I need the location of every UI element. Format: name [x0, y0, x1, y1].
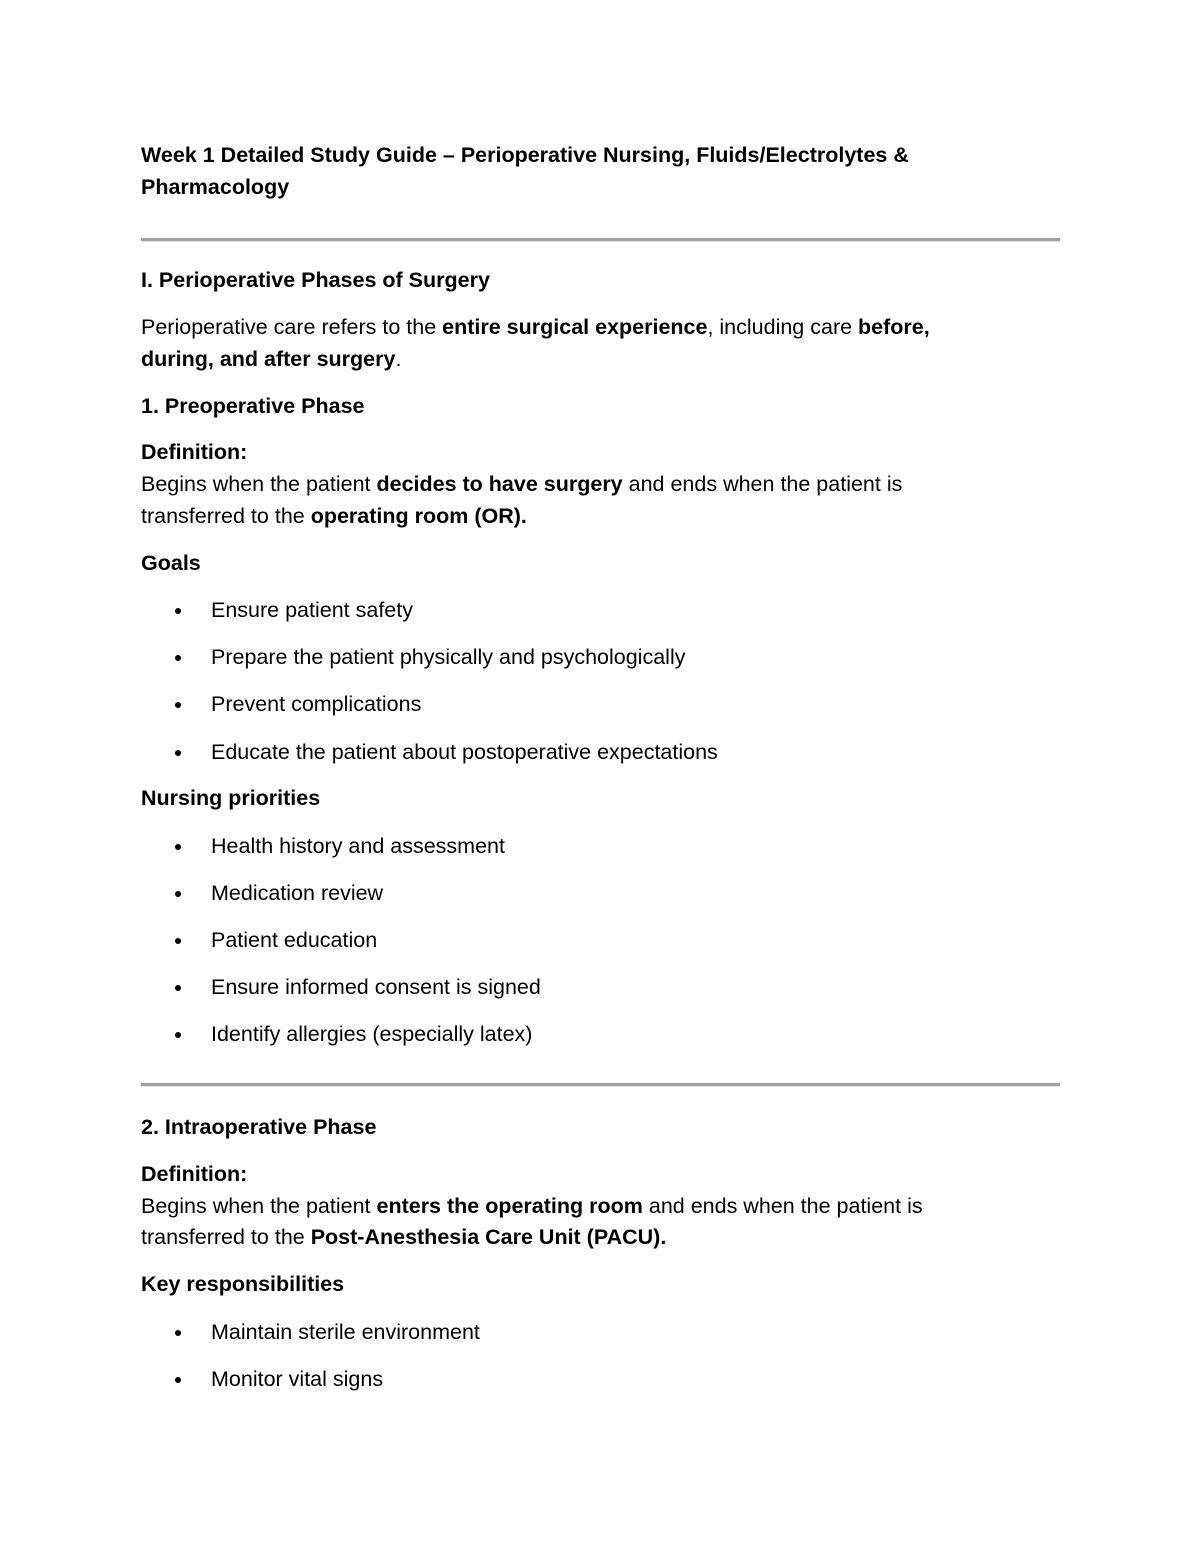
- responsibility-item: Maintain sterile environment: [211, 1320, 480, 1344]
- bullet-icon: [175, 938, 181, 944]
- intraoperative-definition-line-2: transferred to the Post-Anesthesia Care Unit (PACU).: [141, 1225, 667, 1249]
- goal-item: Prepare the patient physically and psychologically: [211, 645, 686, 669]
- intraoperative-definition-label: Definition:: [141, 1162, 248, 1186]
- document-title-line-1: Week 1 Detailed Study Guide – Perioperative Nursing, Fluids/Electrolytes &: [141, 143, 909, 167]
- intraoperative-definition-line-1: Begins when the patient enters the operating room and ends when the patient is: [141, 1194, 923, 1218]
- bullet-icon: [175, 655, 181, 661]
- intro-paragraph-line-1: Perioperative care refers to the entire surgical experience, including care before,: [141, 315, 930, 339]
- preoperative-definition-line-1: Begins when the patient decides to have surgery and ends when the patient is: [141, 472, 903, 496]
- preoperative-definition-line-2: transferred to the operating room (OR).: [141, 504, 527, 528]
- document-title-line-2: Pharmacology: [141, 175, 290, 199]
- preoperative-definition-label: Definition:: [141, 440, 248, 464]
- horizontal-divider: [141, 1083, 1060, 1087]
- goal-item: Ensure patient safety: [211, 598, 413, 622]
- bullet-icon: [175, 1330, 181, 1336]
- bullet-icon: [175, 1032, 181, 1038]
- priority-item: Identify allergies (especially latex): [211, 1022, 533, 1046]
- priority-item: Patient education: [211, 928, 378, 952]
- priority-item: Ensure informed consent is signed: [211, 975, 541, 999]
- bullet-icon: [175, 608, 181, 614]
- intro-paragraph-line-2: during, and after surgery.: [141, 347, 402, 371]
- bullet-icon: [175, 891, 181, 897]
- bullet-icon: [175, 1377, 181, 1383]
- nursing-priorities-heading: Nursing priorities: [141, 786, 321, 810]
- goal-item: Educate the patient about postoperative expectations: [211, 740, 718, 764]
- section-heading: I. Perioperative Phases of Surgery: [141, 268, 490, 292]
- goals-heading: Goals: [141, 551, 201, 575]
- key-responsibilities-heading: Key responsibilities: [141, 1272, 345, 1296]
- preoperative-heading: 1. Preoperative Phase: [141, 394, 365, 418]
- intraoperative-heading: 2. Intraoperative Phase: [141, 1115, 377, 1139]
- priority-item: Medication review: [211, 881, 384, 905]
- responsibility-item: Monitor vital signs: [211, 1367, 384, 1391]
- bullet-icon: [175, 750, 181, 756]
- bullet-icon: [175, 985, 181, 991]
- horizontal-divider: [141, 238, 1060, 242]
- priority-item: Health history and assessment: [211, 834, 505, 858]
- bullet-icon: [175, 844, 181, 850]
- bullet-icon: [175, 702, 181, 708]
- goal-item: Prevent complications: [211, 692, 422, 716]
